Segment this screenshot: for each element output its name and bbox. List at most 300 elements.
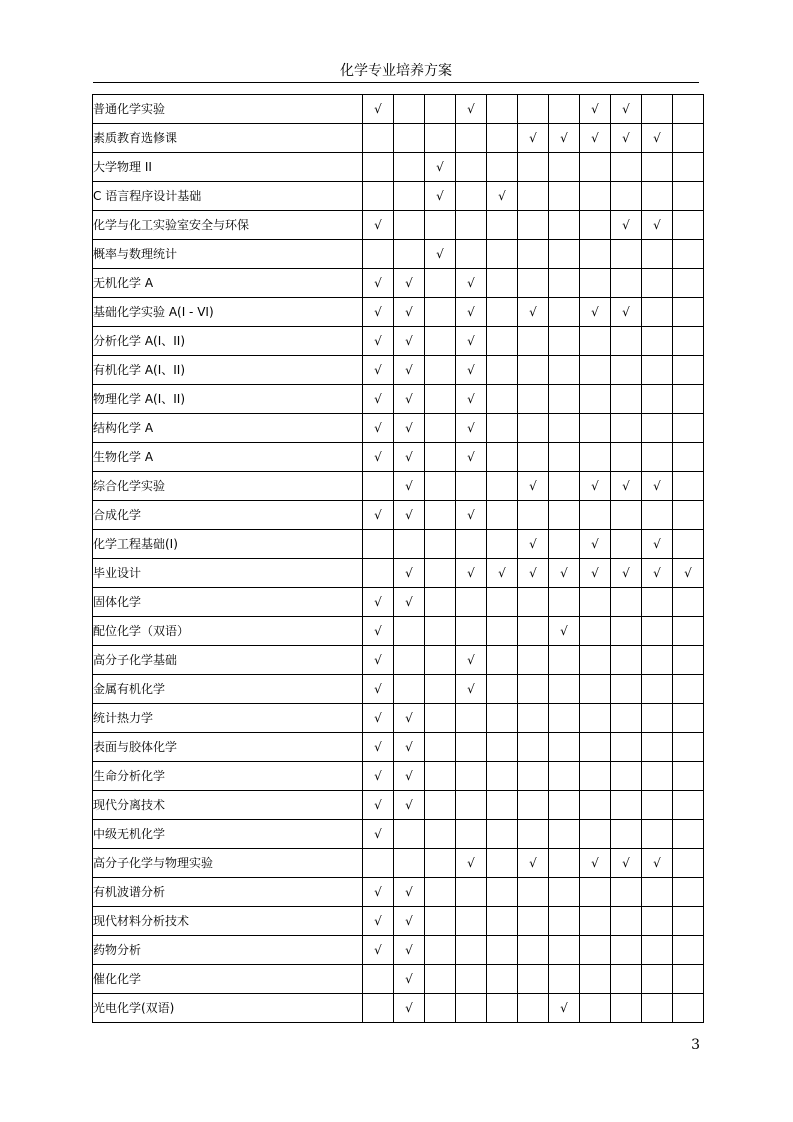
requirement-mark-cell: √ [363,936,394,965]
requirement-mark-cell [487,385,518,414]
requirement-mark-cell [487,588,518,617]
requirement-mark-cell [518,95,549,124]
requirement-mark-cell [642,907,673,936]
requirement-mark-cell [487,530,518,559]
requirement-mark-cell: √ [580,530,611,559]
table-row [93,327,704,356]
requirement-mark-cell: √ [580,559,611,588]
requirement-mark-cell [549,269,580,298]
course-name-cell: 金属有机化学 [93,675,363,704]
requirement-mark-cell [549,762,580,791]
requirement-mark-cell [487,240,518,269]
requirement-mark-cell: √ [363,211,394,240]
requirement-mark-cell [549,791,580,820]
requirement-mark-cell [642,820,673,849]
requirement-mark-cell: √ [394,965,425,994]
requirement-mark-cell: √ [363,269,394,298]
requirement-mark-cell: √ [549,994,580,1023]
requirement-mark-cell [673,878,704,907]
requirement-mark-cell [456,472,487,501]
course-name-cell: 生物化学 A [93,443,363,472]
requirement-mark-cell [580,443,611,472]
requirement-mark-cell [673,124,704,153]
table-row [93,240,704,269]
requirement-mark-cell: √ [642,472,673,501]
requirement-mark-cell [673,965,704,994]
requirement-mark-cell [642,762,673,791]
requirement-mark-cell: √ [394,791,425,820]
requirement-mark-cell: √ [611,849,642,878]
requirement-mark-cell [611,936,642,965]
requirement-mark-cell: √ [611,211,642,240]
requirement-mark-cell [673,298,704,327]
requirement-mark-cell: √ [363,588,394,617]
requirement-mark-cell: √ [394,762,425,791]
table-row [93,385,704,414]
requirement-mark-cell: √ [518,298,549,327]
requirement-mark-cell [394,211,425,240]
requirement-mark-cell: √ [487,559,518,588]
course-name-cell: 高分子化学基础 [93,646,363,675]
requirement-mark-cell: √ [394,878,425,907]
requirement-mark-cell [642,356,673,385]
requirement-mark-cell [425,385,456,414]
requirement-mark-cell [673,907,704,936]
requirement-mark-cell: √ [363,646,394,675]
requirement-mark-cell: √ [363,820,394,849]
requirement-mark-cell [425,559,456,588]
requirement-mark-cell: √ [611,472,642,501]
course-requirement-matrix [92,94,704,1023]
table-row [93,704,704,733]
requirement-mark-cell: √ [363,878,394,907]
requirement-mark-cell [611,965,642,994]
requirement-mark-cell [487,95,518,124]
requirement-mark-cell [394,820,425,849]
requirement-mark-cell: √ [394,588,425,617]
requirement-mark-cell: √ [394,356,425,385]
course-name-cell: 概率与数理统计 [93,240,363,269]
requirement-mark-cell [549,501,580,530]
requirement-mark-cell [611,501,642,530]
course-name-cell: 素质教育选修课 [93,124,363,153]
requirement-mark-cell [642,153,673,182]
requirement-mark-cell [580,153,611,182]
requirement-mark-cell: √ [456,675,487,704]
requirement-mark-cell [394,153,425,182]
requirement-mark-cell: √ [394,414,425,443]
requirement-mark-cell: √ [394,501,425,530]
course-name-cell: 大学物理 II [93,153,363,182]
requirement-mark-cell [611,153,642,182]
requirement-mark-cell [394,182,425,211]
table-row [93,936,704,965]
requirement-mark-cell [518,153,549,182]
course-name-cell: 分析化学 A(I、II) [93,327,363,356]
requirement-mark-cell [456,936,487,965]
requirement-mark-cell [611,182,642,211]
requirement-mark-cell [611,675,642,704]
requirement-mark-cell: √ [394,327,425,356]
requirement-mark-cell: √ [456,356,487,385]
requirement-mark-cell [487,646,518,675]
requirement-mark-cell [580,994,611,1023]
requirement-mark-cell [673,211,704,240]
table-row [93,124,704,153]
table-row [93,965,704,994]
requirement-mark-cell [487,994,518,1023]
requirement-mark-cell [518,907,549,936]
course-name-cell: 催化化学 [93,965,363,994]
course-name-cell: 中级无机化学 [93,820,363,849]
table-row [93,530,704,559]
requirement-mark-cell [363,472,394,501]
course-name-cell: 合成化学 [93,501,363,530]
requirement-mark-cell [425,936,456,965]
requirement-mark-cell: √ [456,385,487,414]
requirement-mark-cell [518,327,549,356]
requirement-mark-cell [673,385,704,414]
requirement-mark-cell: √ [363,762,394,791]
requirement-mark-cell [363,530,394,559]
requirement-mark-cell: √ [456,414,487,443]
requirement-mark-cell [549,327,580,356]
requirement-mark-cell [425,704,456,733]
page-number: 3 [691,1037,700,1053]
requirement-mark-cell [456,791,487,820]
requirement-mark-cell [580,704,611,733]
requirement-mark-cell: √ [363,443,394,472]
requirement-mark-cell [487,443,518,472]
requirement-mark-cell [642,269,673,298]
requirement-mark-cell: √ [394,559,425,588]
requirement-mark-cell [518,733,549,762]
requirement-mark-cell [642,936,673,965]
course-name-cell: 现代材料分析技术 [93,907,363,936]
requirement-mark-cell [518,385,549,414]
requirement-mark-cell: √ [580,472,611,501]
requirement-mark-cell [611,907,642,936]
requirement-mark-cell [456,994,487,1023]
requirement-mark-cell [673,820,704,849]
requirement-mark-cell [456,965,487,994]
requirement-mark-cell [673,356,704,385]
requirement-mark-cell: √ [363,907,394,936]
requirement-mark-cell: √ [363,298,394,327]
requirement-mark-cell [580,617,611,646]
requirement-mark-cell [642,182,673,211]
requirement-mark-cell [425,820,456,849]
requirement-mark-cell [642,646,673,675]
requirement-mark-cell [580,269,611,298]
course-name-cell: 综合化学实验 [93,472,363,501]
requirement-mark-cell [549,907,580,936]
requirement-mark-cell [642,994,673,1023]
requirement-mark-cell [487,327,518,356]
requirement-mark-cell [642,878,673,907]
course-name-cell: 无机化学 A [93,269,363,298]
requirement-mark-cell [673,704,704,733]
table-row [93,153,704,182]
requirement-mark-cell [518,588,549,617]
requirement-mark-cell [549,733,580,762]
requirement-mark-cell [673,443,704,472]
requirement-mark-cell [487,878,518,907]
requirement-mark-cell [363,182,394,211]
requirement-mark-cell [425,994,456,1023]
requirement-mark-cell: √ [394,733,425,762]
requirement-mark-cell [611,646,642,675]
table-row [93,849,704,878]
requirement-mark-cell [549,385,580,414]
requirement-mark-cell [425,878,456,907]
requirement-mark-cell [518,878,549,907]
requirement-mark-cell [425,443,456,472]
requirement-mark-cell [580,501,611,530]
requirement-mark-cell [673,530,704,559]
table-row [93,298,704,327]
requirement-mark-cell [425,356,456,385]
requirement-mark-cell [673,414,704,443]
requirement-mark-cell: √ [394,472,425,501]
requirement-mark-cell [673,617,704,646]
requirement-mark-cell [673,791,704,820]
table-row [93,182,704,211]
requirement-mark-cell [580,733,611,762]
requirement-mark-cell [487,617,518,646]
table-row [93,95,704,124]
requirement-mark-cell [673,327,704,356]
requirement-mark-cell [518,704,549,733]
course-name-cell: 化学工程基础(I) [93,530,363,559]
requirement-mark-cell [580,936,611,965]
requirement-mark-cell [425,501,456,530]
requirement-mark-cell [549,646,580,675]
requirement-mark-cell [642,385,673,414]
requirement-mark-cell [611,588,642,617]
requirement-mark-cell [425,617,456,646]
requirement-mark-cell [611,994,642,1023]
requirement-mark-cell [363,240,394,269]
requirement-mark-cell [580,646,611,675]
requirement-mark-cell: √ [518,559,549,588]
requirement-mark-cell [425,211,456,240]
requirement-mark-cell [425,646,456,675]
requirement-mark-cell [518,501,549,530]
requirement-mark-cell [642,298,673,327]
table-row [93,820,704,849]
requirement-mark-cell: √ [425,153,456,182]
requirement-mark-cell [673,472,704,501]
table-row [93,356,704,385]
requirement-mark-cell: √ [549,124,580,153]
requirement-mark-cell [642,733,673,762]
requirement-mark-cell [425,791,456,820]
requirement-mark-cell: √ [487,182,518,211]
requirement-mark-cell [611,327,642,356]
requirement-mark-cell [673,153,704,182]
requirement-mark-cell [394,675,425,704]
requirement-mark-cell: √ [642,124,673,153]
course-name-cell: 表面与胶体化学 [93,733,363,762]
requirement-mark-cell [611,878,642,907]
table-row [93,211,704,240]
requirement-mark-cell [549,443,580,472]
requirement-mark-cell: √ [611,298,642,327]
header-divider [93,82,699,83]
requirement-mark-cell [642,965,673,994]
requirement-mark-cell [642,240,673,269]
requirement-mark-cell [425,414,456,443]
requirement-mark-cell [549,211,580,240]
table-row [93,414,704,443]
requirement-mark-cell [580,820,611,849]
requirement-mark-cell [425,849,456,878]
requirement-mark-cell: √ [456,501,487,530]
table-row [93,269,704,298]
requirement-mark-cell [518,791,549,820]
requirement-mark-cell [549,472,580,501]
requirement-mark-cell [611,269,642,298]
requirement-mark-cell: √ [363,356,394,385]
table-row [93,559,704,588]
requirement-mark-cell [580,327,611,356]
requirement-mark-cell [518,240,549,269]
course-name-cell: 药物分析 [93,936,363,965]
requirement-mark-cell [425,733,456,762]
requirement-mark-cell [456,733,487,762]
requirement-mark-cell: √ [363,95,394,124]
table-row [93,675,704,704]
requirement-mark-cell [425,907,456,936]
requirement-mark-cell [425,965,456,994]
requirement-mark-cell [394,646,425,675]
course-name-cell: 基础化学实验 A(I - VI) [93,298,363,327]
requirement-mark-cell [487,791,518,820]
requirement-mark-cell [611,820,642,849]
requirement-mark-cell [487,820,518,849]
requirement-mark-cell: √ [456,849,487,878]
requirement-mark-cell [549,298,580,327]
requirement-mark-cell [580,211,611,240]
requirement-mark-cell [425,298,456,327]
requirement-mark-cell [642,443,673,472]
requirement-mark-cell [549,704,580,733]
table-row [93,501,704,530]
requirement-mark-cell [642,588,673,617]
requirement-mark-cell [425,472,456,501]
requirement-mark-cell: √ [425,182,456,211]
requirement-mark-cell [425,124,456,153]
requirement-mark-cell: √ [363,791,394,820]
table-row [93,791,704,820]
requirement-mark-cell [487,936,518,965]
requirement-mark-cell [642,95,673,124]
requirement-mark-cell [518,646,549,675]
requirement-mark-cell: √ [642,559,673,588]
requirement-mark-cell [425,269,456,298]
course-name-cell: 配位化学（双语） [93,617,363,646]
requirement-mark-cell: √ [642,849,673,878]
requirement-mark-cell [425,327,456,356]
requirement-mark-cell [673,849,704,878]
requirement-mark-cell: √ [518,124,549,153]
table-row [93,588,704,617]
requirement-mark-cell [673,994,704,1023]
table-row [93,617,704,646]
requirement-mark-cell [487,153,518,182]
requirement-mark-cell [487,965,518,994]
requirement-mark-cell [673,936,704,965]
requirement-mark-cell: √ [394,936,425,965]
requirement-mark-cell: √ [456,327,487,356]
requirement-mark-cell: √ [611,559,642,588]
requirement-mark-cell [549,820,580,849]
requirement-mark-cell: √ [425,240,456,269]
requirement-mark-cell [642,617,673,646]
requirement-mark-cell: √ [363,704,394,733]
requirement-mark-cell [518,269,549,298]
table-row [93,878,704,907]
requirement-mark-cell: √ [363,733,394,762]
requirement-mark-cell [487,675,518,704]
requirement-mark-cell [456,820,487,849]
requirement-mark-cell [394,240,425,269]
requirement-mark-cell: √ [580,95,611,124]
course-name-cell: 生命分析化学 [93,762,363,791]
requirement-mark-cell [611,443,642,472]
table-row [93,646,704,675]
requirement-mark-cell: √ [363,327,394,356]
requirement-mark-cell: √ [456,443,487,472]
requirement-mark-cell [673,182,704,211]
requirement-mark-cell [487,472,518,501]
course-name-cell: 光电化学(双语) [93,994,363,1023]
requirement-mark-cell [642,675,673,704]
requirement-mark-cell [518,936,549,965]
requirement-mark-cell [487,269,518,298]
requirement-mark-cell: √ [518,849,549,878]
requirement-mark-cell [611,762,642,791]
requirement-mark-cell [363,124,394,153]
requirement-mark-cell: √ [363,385,394,414]
requirement-mark-cell: √ [394,269,425,298]
requirement-mark-cell [363,994,394,1023]
requirement-mark-cell: √ [549,559,580,588]
requirement-mark-cell [673,762,704,791]
requirement-mark-cell [611,617,642,646]
requirement-mark-cell: √ [456,646,487,675]
requirement-mark-cell [456,704,487,733]
requirement-mark-cell: √ [394,704,425,733]
requirement-mark-cell [487,356,518,385]
requirement-mark-cell [549,849,580,878]
requirement-mark-cell [580,385,611,414]
requirement-mark-cell [611,733,642,762]
requirement-mark-cell [580,907,611,936]
requirement-mark-cell [580,240,611,269]
course-name-cell: 统计热力学 [93,704,363,733]
requirement-mark-cell [580,356,611,385]
requirement-mark-cell [611,240,642,269]
requirement-mark-cell [456,617,487,646]
requirement-mark-cell [673,269,704,298]
requirement-mark-cell [611,704,642,733]
requirement-mark-cell [487,907,518,936]
course-name-cell: 结构化学 A [93,414,363,443]
requirement-mark-cell [642,327,673,356]
requirement-mark-cell: √ [394,298,425,327]
